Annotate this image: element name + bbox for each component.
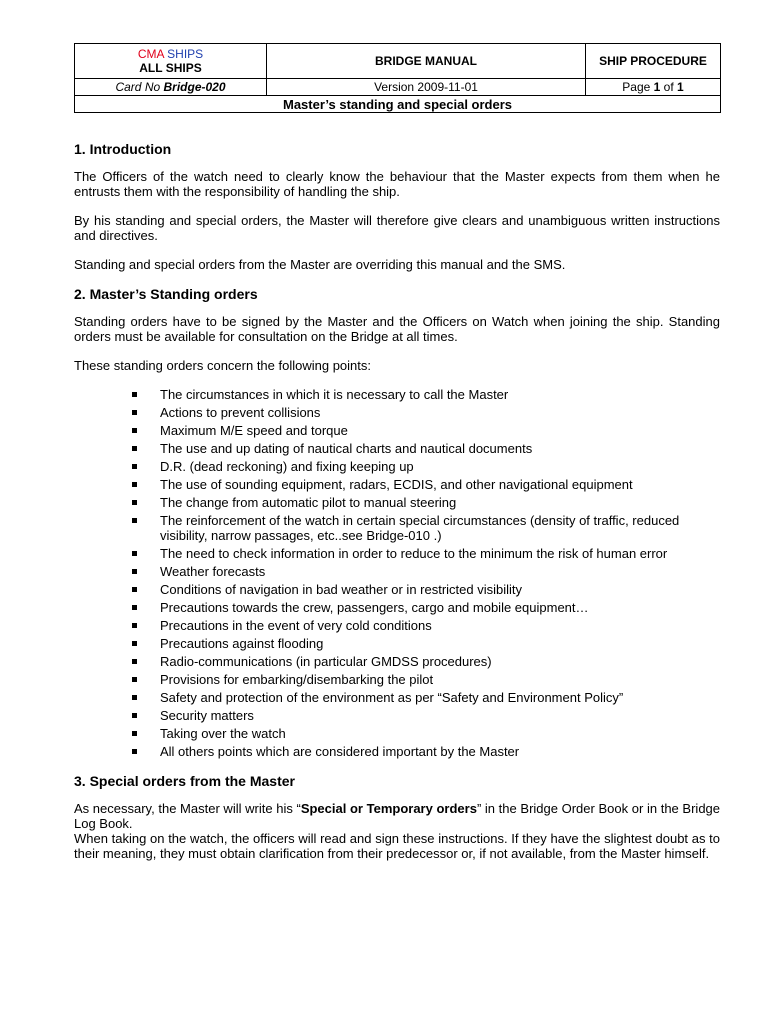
procedure-type: SHIP PROCEDURE	[586, 44, 721, 79]
company-logo	[79, 47, 262, 61]
page-prefix: Page	[622, 80, 654, 94]
list-item-text: Weather forecasts	[160, 564, 266, 579]
list-item	[132, 459, 720, 474]
list-item-text: D.R. (dead reckoning) and fixing keeping up	[160, 459, 414, 474]
bullet-icon	[132, 500, 137, 505]
special-orders-paragraph-1	[74, 801, 720, 831]
list-item-text: The use and up dating of nautical charts and nautical documents	[160, 441, 533, 456]
list-item	[132, 423, 720, 438]
section-2-heading: 2. Master’s Standing orders	[74, 286, 258, 302]
list-item	[132, 672, 720, 687]
document-body	[74, 141, 720, 861]
card-number-cell	[75, 79, 267, 96]
list-item	[132, 582, 720, 597]
list-item-text: Precautions in the event of very cold conditions	[160, 618, 432, 633]
bullet-icon	[132, 659, 137, 664]
list-item-text: The need to check information in order to reduce to the minimum the risk of human error	[160, 546, 668, 561]
bullet-icon	[132, 605, 137, 610]
brand-cma: CMA	[137, 47, 164, 61]
bullet-icon	[132, 749, 137, 754]
special-orders-emphasis: Special or Temporary orders	[300, 801, 477, 816]
document-page	[74, 43, 720, 861]
bullet-icon	[132, 518, 137, 523]
list-item	[132, 564, 720, 579]
list-item-text: The reinforcement of the watch in certain special circumstances (density of traffic, reduced visibility, narrow passages, etc..see Bridge-010 .)	[160, 513, 680, 543]
company-cell	[75, 44, 267, 79]
bullet-icon	[132, 677, 137, 682]
list-item-text: All others points which are considered important by the Master	[160, 744, 520, 759]
list-item-text: Security matters	[160, 708, 254, 723]
page-cell	[586, 79, 721, 96]
list-item-text: Provisions for embarking/disembarking the pilot	[160, 672, 434, 687]
list-item	[132, 636, 720, 651]
list-item-text: Precautions against flooding	[160, 636, 324, 651]
bullet-icon	[132, 587, 137, 592]
list-item-text: Taking over the watch	[160, 726, 286, 741]
list-item	[132, 618, 720, 633]
standing-orders-paragraph-1: Standing orders have to be signed by the Master and the Officers on Watch when joining the ship. Standing orders must be available for consultation on the Bridge at all times.	[74, 314, 720, 344]
list-item	[132, 708, 720, 723]
bullet-icon	[132, 551, 137, 556]
list-item	[132, 405, 720, 420]
list-item	[132, 690, 720, 705]
all-ships-label: ALL SHIPS	[139, 61, 202, 75]
list-item-text: The use of sounding equipment, radars, ECDIS, and other navigational equipment	[160, 477, 633, 492]
list-item-text: Maximum M/E speed and torque	[160, 423, 348, 438]
list-item-text: Safety and protection of the environment as per “Safety and Environment Policy”	[160, 690, 624, 705]
list-item-text: Radio-communications (in particular GMDSS procedures)	[160, 654, 492, 669]
standing-orders-paragraph-2: These standing orders concern the following points:	[74, 358, 372, 373]
bullet-icon	[132, 392, 137, 397]
special-orders-text-after: ” in the Bridge Order Book or in the Bridge Log Book.	[74, 801, 721, 831]
list-item-text: The change from automatic pilot to manual steering	[160, 495, 457, 510]
document-header-table	[74, 43, 721, 113]
bullet-icon	[132, 482, 137, 487]
list-item	[132, 744, 720, 759]
list-item	[132, 654, 720, 669]
list-item	[132, 513, 720, 543]
bullet-icon	[132, 446, 137, 451]
special-orders-text-before: As necessary, the Master will write his “	[74, 801, 301, 816]
bullet-icon	[132, 713, 137, 718]
list-item	[132, 546, 720, 561]
standing-orders-list	[74, 387, 720, 759]
list-item	[132, 495, 720, 510]
section-1-heading: 1. Introduction	[74, 141, 172, 157]
page-current: 1	[653, 80, 661, 94]
list-item	[132, 387, 720, 402]
manual-name: BRIDGE MANUAL	[267, 44, 586, 79]
special-orders-paragraph-2: When taking on the watch, the officers will read and sign these instructions. If they have the slightest doubt as to their meaning, they must obtain clarification from their predecessor or, if not available, from the Master himself.	[74, 831, 720, 861]
version-cell: Version 2009-11-01	[267, 79, 586, 96]
section-3-heading: 3. Special orders from the Master	[74, 773, 295, 789]
bullet-icon	[132, 641, 137, 646]
list-item	[132, 600, 720, 615]
brand-ships: SHIPS	[167, 47, 204, 61]
bullet-icon	[132, 410, 137, 415]
list-item-text: Actions to prevent collisions	[160, 405, 321, 420]
list-item-text: Conditions of navigation in bad weather or in restricted visibility	[160, 582, 523, 597]
card-number: Bridge-020	[163, 80, 226, 94]
bullet-icon	[132, 695, 137, 700]
bullet-icon	[132, 623, 137, 628]
intro-paragraph-1: The Officers of the watch need to clearly know the behaviour that the Master expects from them when he entrusts them with the responsibility of handling the ship.	[74, 169, 720, 199]
bullet-icon	[132, 731, 137, 736]
bullet-icon	[132, 464, 137, 469]
list-item	[132, 726, 720, 741]
bullet-icon	[132, 428, 137, 433]
intro-paragraph-2: By his standing and special orders, the Master will therefore give clears and unambiguous written instructions and directives.	[74, 213, 720, 243]
list-item	[132, 477, 720, 492]
list-item	[132, 441, 720, 456]
list-item-text: Precautions towards the crew, passengers, cargo and mobile equipment…	[160, 600, 589, 615]
intro-paragraph-3: Standing and special orders from the Master are overriding this manual and the SMS.	[74, 257, 566, 272]
bullet-icon	[132, 569, 137, 574]
page-of: of	[660, 80, 678, 94]
page-total: 1	[677, 80, 684, 94]
card-prefix: Card No	[115, 80, 164, 94]
list-item-text: The circumstances in which it is necessary to call the Master	[160, 387, 509, 402]
document-title: Master’s standing and special orders	[75, 96, 721, 113]
